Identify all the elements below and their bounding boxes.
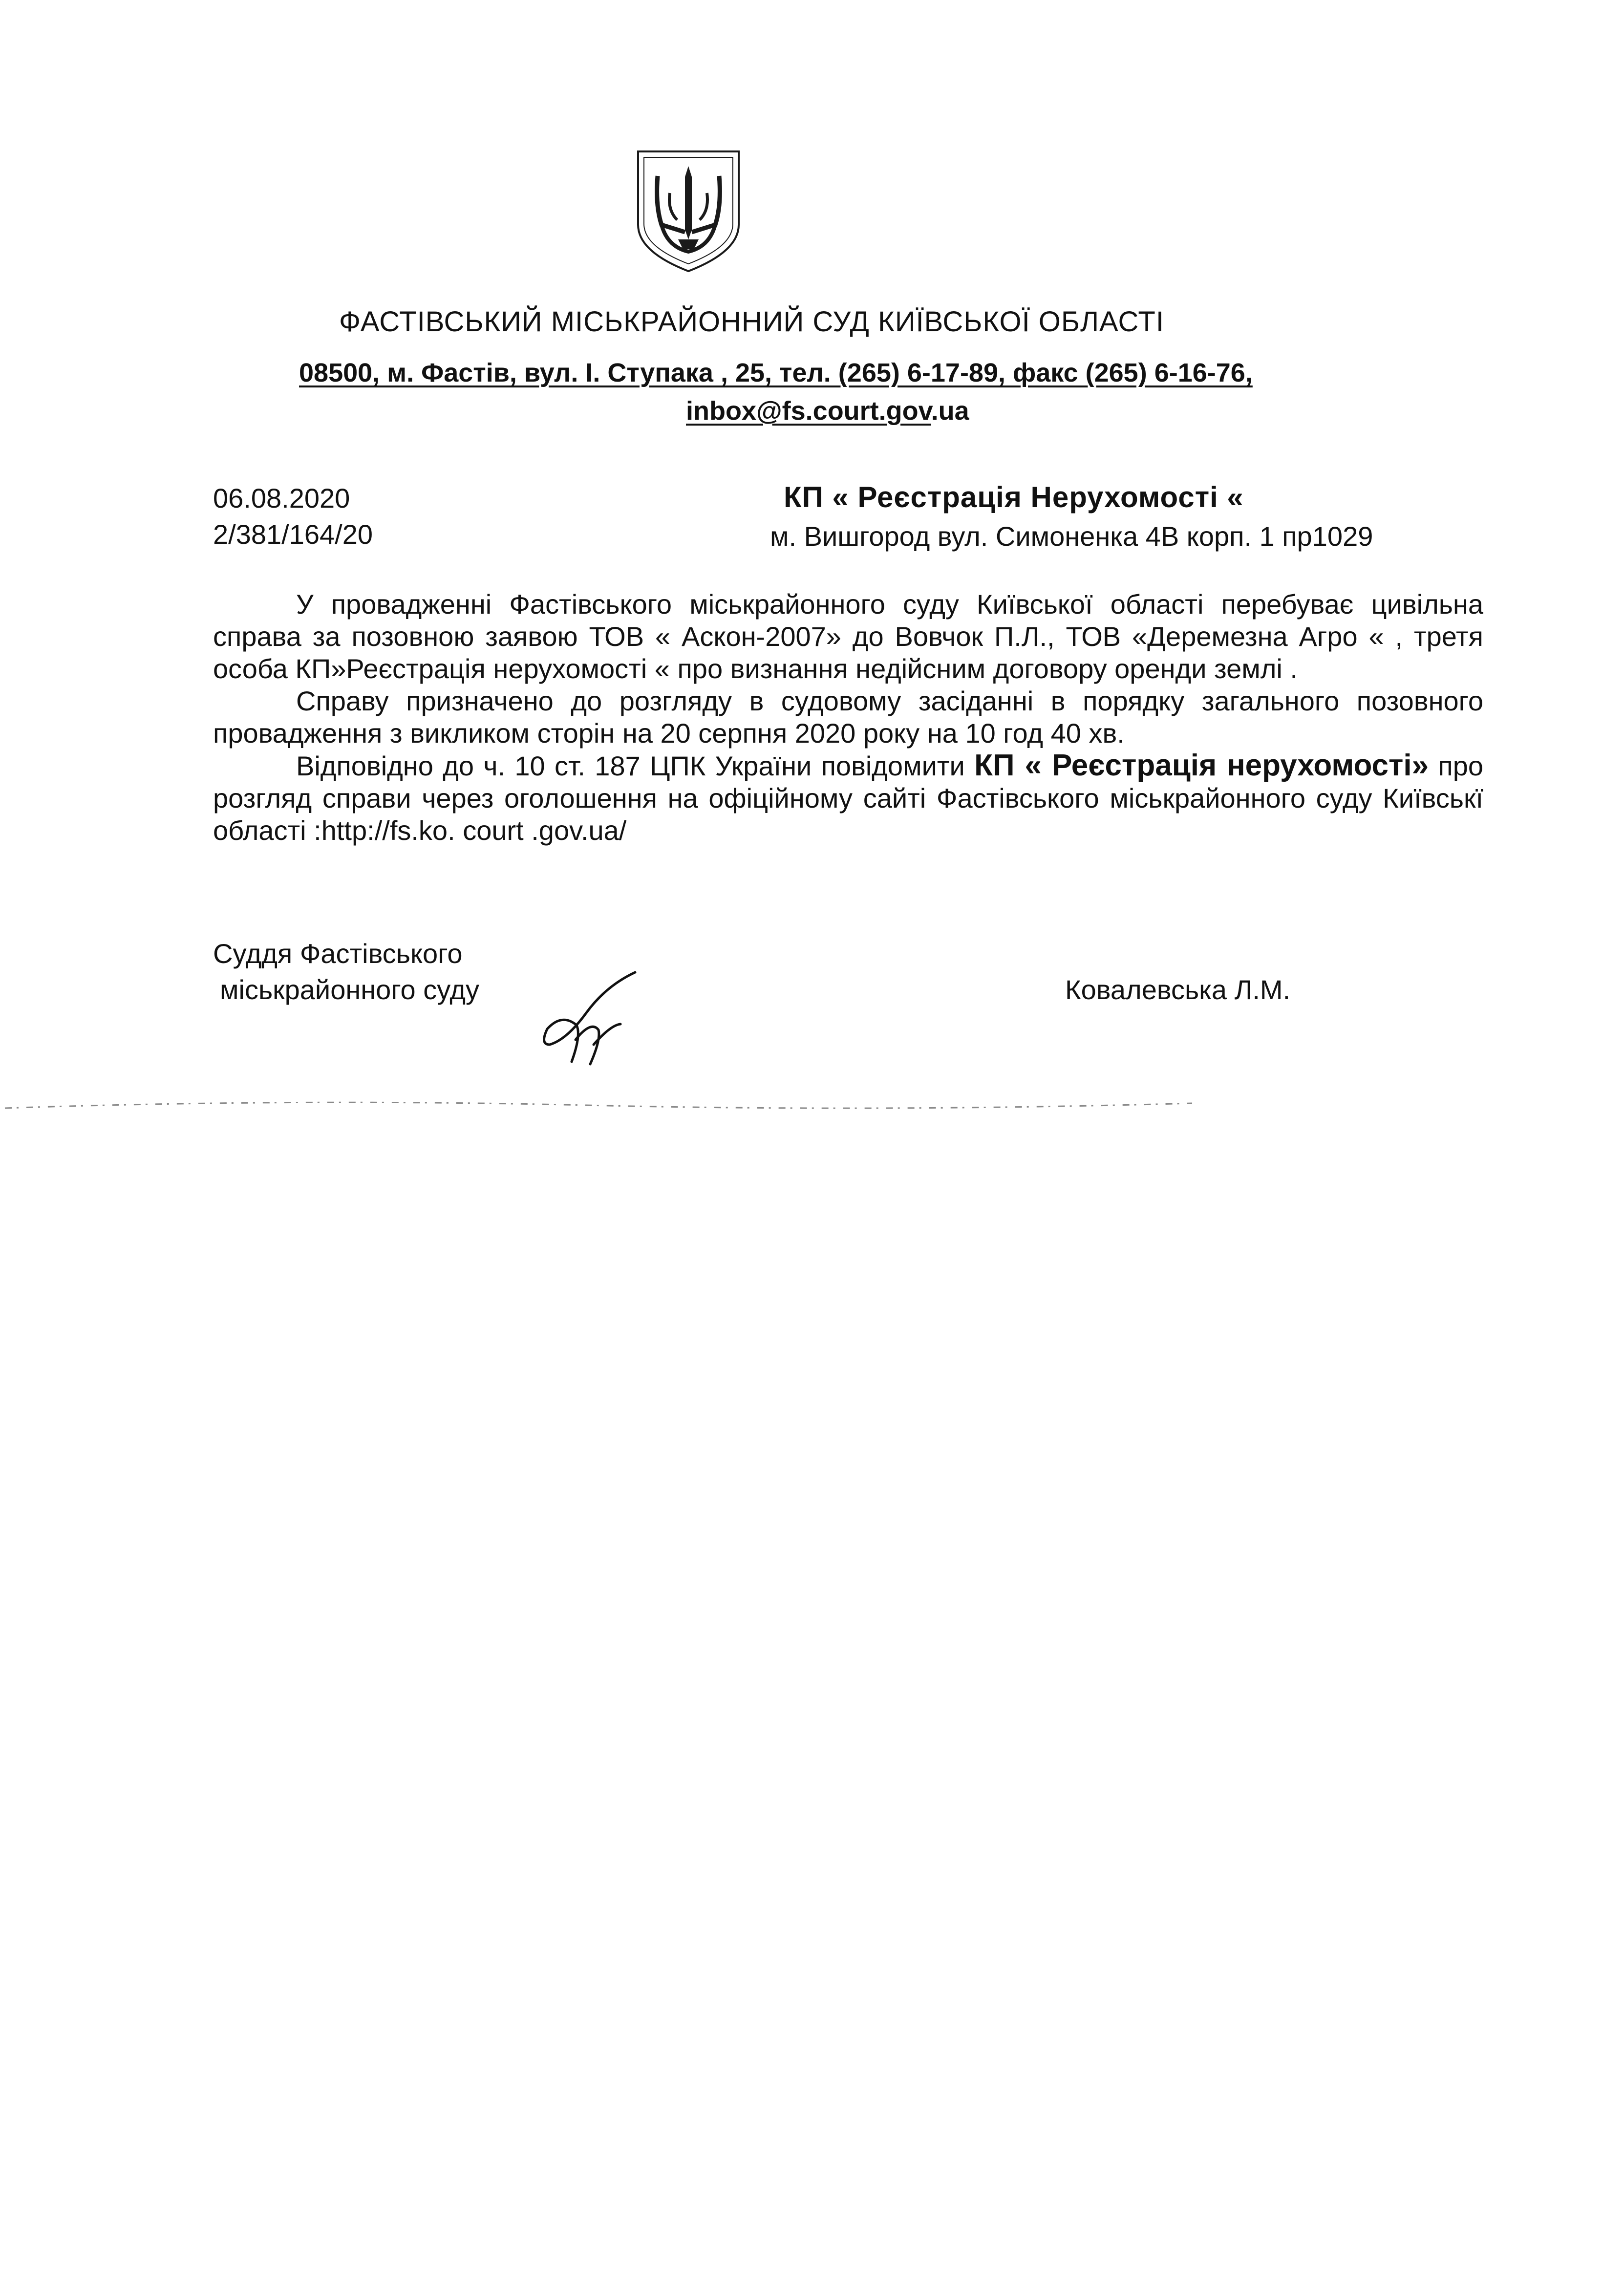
scan-noise-line <box>0 1094 1202 1114</box>
court-name: ФАСТІВСЬКИЙ МІСЬКРАЙОННИЙ СУД КИЇВСЬКОЇ ОБЛАСТІ <box>339 306 1164 338</box>
judge-name: Ковалевська Л.М. <box>1065 974 1291 1005</box>
court-email: inbox@fs.court.gov <box>686 396 931 426</box>
paragraph-case-info: У провадженні Фастівського міськрайонного суду Київської області перебуває цивільна справа за позовною заявою ТОВ « Аскон-2007» до Вовчок П.Л., ТОВ «Деремезна Агро « , третя особа КП»Реєстрація нерухомості « про визнання недійсним договору оренди землі . <box>213 589 1483 684</box>
court-email-tail: .ua <box>931 396 969 426</box>
signature-title-line1: Суддя Фастівського <box>213 938 463 969</box>
paragraph-hearing: Справу призначено до розгляду в судовому засіданні в порядку загального позовного провадження з викликом сторін на 20 серпня 2020 року на 10 год 40 хв. <box>213 685 1483 749</box>
paragraph-notice <box>213 750 1483 847</box>
letter-body <box>213 588 1483 847</box>
court-address-line: 08500, м. Фастів, вул. І. Ступака , 25, тел. (265) 6-17-89, факс (265) 6-16-76, <box>299 358 1253 387</box>
handwritten-signature <box>533 966 660 1074</box>
notice-recipient-bold: КП « Реєстрація нерухомості» <box>974 749 1429 782</box>
case-number: 2/381/164/20 <box>213 519 373 550</box>
court-email-line <box>686 398 969 424</box>
notice-text-start: Відповідно до ч. 10 ст. 187 ЦПК України повідомити <box>296 750 975 781</box>
recipient-address: м. Вишгород вул. Симоненка 4В корп. 1 пр1029 <box>770 521 1373 552</box>
document-date: 06.08.2020 <box>213 483 350 514</box>
recipient-name: КП « Реєстрація Нерухомості « <box>784 481 1244 514</box>
signature-title-line2: міськрайонного суду <box>220 974 480 1005</box>
coat-of-arms-emblem <box>633 147 744 275</box>
notice-text-end: про розгляд справи через оголошення на офіційному сайті Фастівського міськрайонного суду Київськї області :http://fs.ko. court .gov.ua/ <box>213 750 1483 846</box>
